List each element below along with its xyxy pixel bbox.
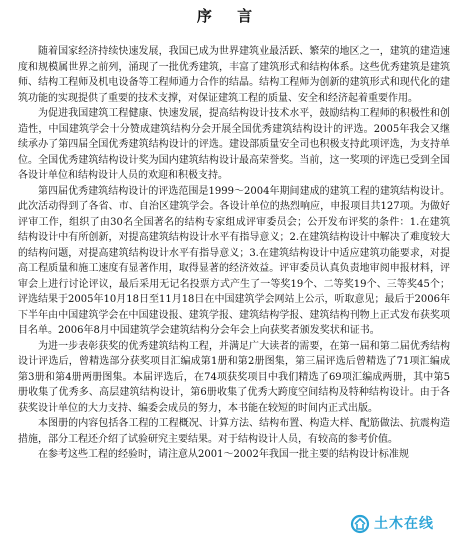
page-title: 序 言 xyxy=(196,7,263,25)
tumu-logo-icon xyxy=(349,514,371,534)
paragraph-5: 本图册的内容包括各工程的工程概况、计算方法、结构布置、构造大样、配筋做法、抗震构造措施，部分工程还介绍了试验研究主要结果。对于结构设计人员，有较高的参考价值。 xyxy=(18,418,450,445)
watermark-text: 土木在线 xyxy=(374,516,434,532)
paragraph-1: 随着国家经济持续快速发展，我国已成为世界建筑业最活跃、繁荣的地区之一，建筑的建造速度和规模属世界之前列，涌现了一批优秀建筑，丰富了建筑形式和结构体系。这些优秀建筑是建筑师、结构工程师及机电设备等工程师通力合作的结晶。结构工程师为创新的建筑形式和现代化的建筑功能的实现提供了重要的技术支撑，对保证建筑工程的质量、安全和经济起着重要作用。 xyxy=(18,46,450,104)
paragraph-3: 第四届优秀建筑结构设计的评选范围是1999～2004年期间建成的建筑工程的建筑结构设计。此次活动得到了各省、市、自治区建筑学会。各设计单位的热烈响应，申报项目共127项。为做好评审工作，组织了由30名全国著名的结构专家组成评审委员会；公开发布评奖的条件：1.在建筑结构设计中有所创新，对提高建筑结构设计水平有指导意义；2.在建筑结构设计中解决了难度较大的结构问题，对提高建筑结构设计水平有指导意义；3.在建筑结构设计中适应建筑功能要求，对提高工程质量和施工速度有显著作用，取得显著的经济效益。评审委员认真负责地审阅申报材料，评审会上进行讨论评议，最后采用无记名投票方式产生了一等奖19个、二等奖19个、三等奖45个；评选结果于2005年10月18日至11月18日在中国建筑学会网站上公示，听取意见；最后于2006年下半年由中国建筑学会在中国建设报、建筑学报、建筑结构学报、建筑结构刊物上正式发布获奖项目名单。2006年8月中国建筑学会建筑结构分会年会上向获奖者颁发奖状和证书。 xyxy=(18,185,450,336)
document-body xyxy=(18,44,450,463)
paragraph-4: 为进一步表彰获奖的优秀建筑结构工程，并满足广大读者的需要，在第一届和第二届优秀结构设计评选后，曾精选部分获奖项目汇编成第1册和第2册图集，第三届评选后曾精选了71项汇编成第3册和第4册两册图集。本届评选后，在74项获奖项目中我们精选了69项汇编成两册，其中第5册收集了优秀多、高层建筑结构设计，第6册收集了优秀大跨度空间结构及特种结构设计。由于各获奖设计单位的大力支持、编委会成员的努力，本书能在较短的时间内正式出版。 xyxy=(18,340,450,414)
watermark xyxy=(345,512,451,536)
paragraph-6: 在参考这些工程的经验时，请注意从2001～2002年我国一批主要的结构设计标准规 xyxy=(38,449,409,460)
paragraph-2: 为促进我国建筑工程健康、快速发展，提高结构设计技术水平，鼓励结构工程师的积极性和创造性，中国建筑学会十分赞成建筑结构分会开展全国优秀建筑结构设计的评选。2005年我会又继续承办了第四届全国优秀建筑结构设计的评选。建设部质量安全司也积极支持此项评选，为支持单位。全国优秀建筑结构设计奖为国内建筑结构设计最高荣誉奖。当前，这一奖项的评选已受到全国各设计单位和结构设计人员的欢迎和积极支持。 xyxy=(18,108,450,181)
